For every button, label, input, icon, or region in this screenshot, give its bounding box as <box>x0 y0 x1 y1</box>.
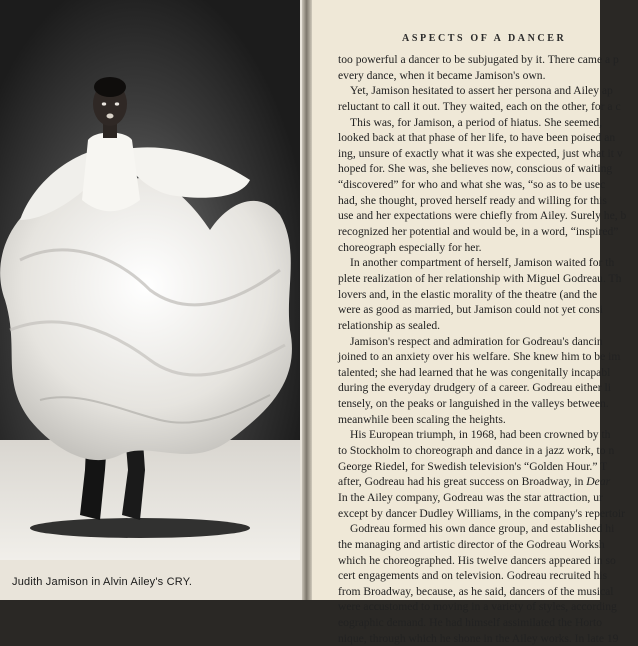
text-line: tensely, on the peaks or languished in the valleys between. <box>338 397 609 411</box>
text-line: George Riedel, for Swedish television's “Golden Hour.” T <box>338 459 608 473</box>
text-line: were accustomed to moving in a variety of styles, according <box>338 600 617 614</box>
text-line: from Broadway, because, as he said, dancers of the musical <box>338 584 614 598</box>
text-line: meanwhile been scaling the heights. <box>338 412 506 426</box>
text-line: In the Ailey company, Godreau was the star attraction, ur <box>338 490 603 504</box>
text-line: In another compartment of herself, Jamison waited for th <box>350 256 615 270</box>
text-line: “discovered” for who and what she was, “so as to be usec <box>338 178 606 192</box>
text-line: ing, unsure of exactly what it was she expected, just what it v <box>338 146 623 160</box>
text-line: use and her expectations were chiefly from Ailey. Surely he, b <box>338 209 627 223</box>
book-gutter <box>302 0 312 600</box>
text-line: Yet, Jamison hesitated to assert her persona and Ailey ap <box>350 84 613 98</box>
dancer-illustration <box>0 0 300 560</box>
left-page <box>0 0 302 600</box>
text-line: relationship as sealed. <box>338 318 441 332</box>
text-line: were as good as married, but Jamison could not yet consi <box>338 303 603 317</box>
text-line: reluctant to call it out. They waited, each on the other, for a c <box>338 99 621 113</box>
right-page <box>312 0 627 645</box>
text-line: plete realization of her relationship with Miguel Godreau. Th <box>338 271 622 285</box>
text-line: nique, through which he shone in the Ailey works. In late 19 <box>338 631 619 645</box>
text-line: after, Godreau had his great success on Broadway, in Dear <box>338 475 611 489</box>
body-text <box>338 52 638 646</box>
text-line: His European triumph, in 1968, had been crowned by th <box>350 428 611 442</box>
photo-caption: Judith Jamison in Alvin Ailey's CRY. <box>12 576 193 588</box>
dancer-photograph <box>0 0 300 560</box>
text-line: hoped for. She was, she believes now, conscious of waiting <box>338 162 613 176</box>
text-line: choreograph especially for her. <box>338 240 482 254</box>
text-line: talented; she had learned that he was congenitally incapabl <box>338 365 611 379</box>
running-head: ASPECTS OF A DANCER <box>402 33 567 44</box>
text-line: cert engagements and on television. Godreau recruited his <box>338 569 608 583</box>
text-line: during the everyday drudgery of a career. Godreau either li <box>338 381 611 395</box>
text-line: too powerful a dancer to be subjugated by it. There came a p <box>338 53 619 66</box>
text-line: to Stockholm to choreograph and dance in a jazz work, to n <box>338 444 615 458</box>
text-line: recognized her potential and would be, in a word, “inspired” <box>338 225 619 239</box>
text-line: joined to an anxiety over his welfare. She knew him to be im <box>338 350 621 364</box>
text-line: looked back at that phase of her life, to have been poised an <box>338 131 616 145</box>
text-line: the managing and artistic director of the Godreau Worksh <box>338 537 605 551</box>
text-line: every dance, when it became Jamison's own. <box>338 68 546 82</box>
text-line: which he choreographed. His twelve dancers appeared in so <box>338 553 616 567</box>
text-line: Godreau formed his own dance group, and established hi <box>350 522 615 536</box>
text-line: lovers and, in the elastic morality of the theatre (and the <box>338 287 598 301</box>
text-line: This was, for Jamison, a period of hiatus. She seemed, <box>350 115 603 129</box>
text-line: Jamison's respect and admiration for Godreau's dancin <box>350 334 603 348</box>
text-line: except by dancer Dudley Williams, in the company's repertoir <box>338 506 625 520</box>
text-line: eographic demand. He had himself assimilated the Horto <box>338 616 603 630</box>
text-line: had, she thought, proved herself ready and willing for this <box>338 193 607 207</box>
